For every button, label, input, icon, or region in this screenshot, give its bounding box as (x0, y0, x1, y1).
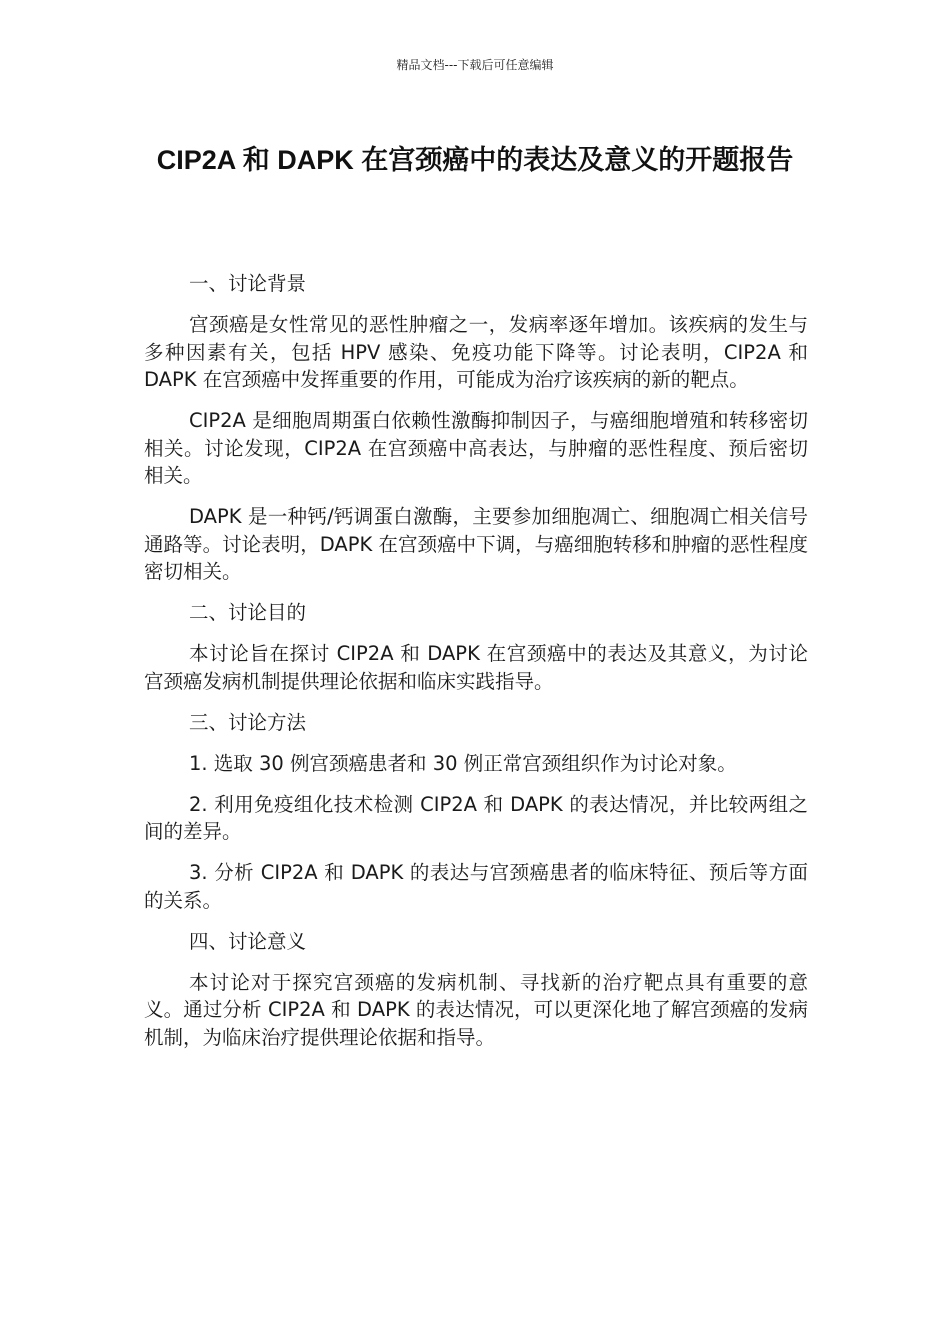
paragraph: DAPK 是一种钙/钙调蛋白激酶，主要参加细胞凋亡、细胞凋亡相关信号通路等。讨论表明，DAPK 在宫颈癌中下调，与癌细胞转移和肿瘤的恶性程度密切相关。 (144, 505, 808, 583)
section-heading-significance: 四、讨论意义 (189, 929, 307, 953)
method-item: 2. 利用免疫组化技术检测 CIP2A 和 DAPK 的表达情况，并比较两组之间的差异。 (144, 792, 808, 843)
paragraph: 本讨论旨在探讨 CIP2A 和 DAPK 在宫颈癌中的表达及其意义，为讨论宫颈癌发病机制提供理论依据和临床实践指导。 (144, 642, 808, 693)
paragraph: CIP2A 是细胞周期蛋白依赖性激酶抑制因子，与癌细胞增殖和转移密切相关。讨论发现，CIP2A 在宫颈癌中高表达，与肿瘤的恶性程度、预后密切相关。 (144, 409, 808, 487)
method-item: 1. 选取 30 例宫颈癌患者和 30 例正常宫颈组织作为讨论对象。 (189, 751, 737, 775)
paragraph: 本讨论对于探究宫颈癌的发病机制、寻找新的治疗靶点具有重要的意义。通过分析 CIP2A 和 DAPK 的表达情况，可以更深化地了解宫颈癌的发病机制，为临床治疗提供理论依据和指导。 (144, 970, 808, 1049)
document-title: CIP2A 和 DAPK 在宫颈癌中的表达及意义的开题报告 (156, 145, 794, 175)
document-body (144, 270, 808, 1065)
page-header: 精品文档---下载后可任意编辑 (396, 58, 554, 72)
section-heading-methods: 三、讨论方法 (189, 710, 307, 734)
paragraph: 宫颈癌是女性常见的恶性肿瘤之一，发病率逐年增加。该疾病的发生与多种因素有关，包括 HPV 感染、免疫功能下降等。讨论表明，CIP2A 和 DAPK 在宫颈癌中发挥重要的作用，可能成为治疗该疾病的新的靶点。 (144, 313, 808, 391)
section-heading-background: 一、讨论背景 (189, 272, 307, 295)
method-item: 3. 分析 CIP2A 和 DAPK 的表达与宫颈癌患者的临床特征、预后等方面的关系。 (144, 861, 808, 912)
section-heading-purpose: 二、讨论目的 (189, 601, 307, 624)
